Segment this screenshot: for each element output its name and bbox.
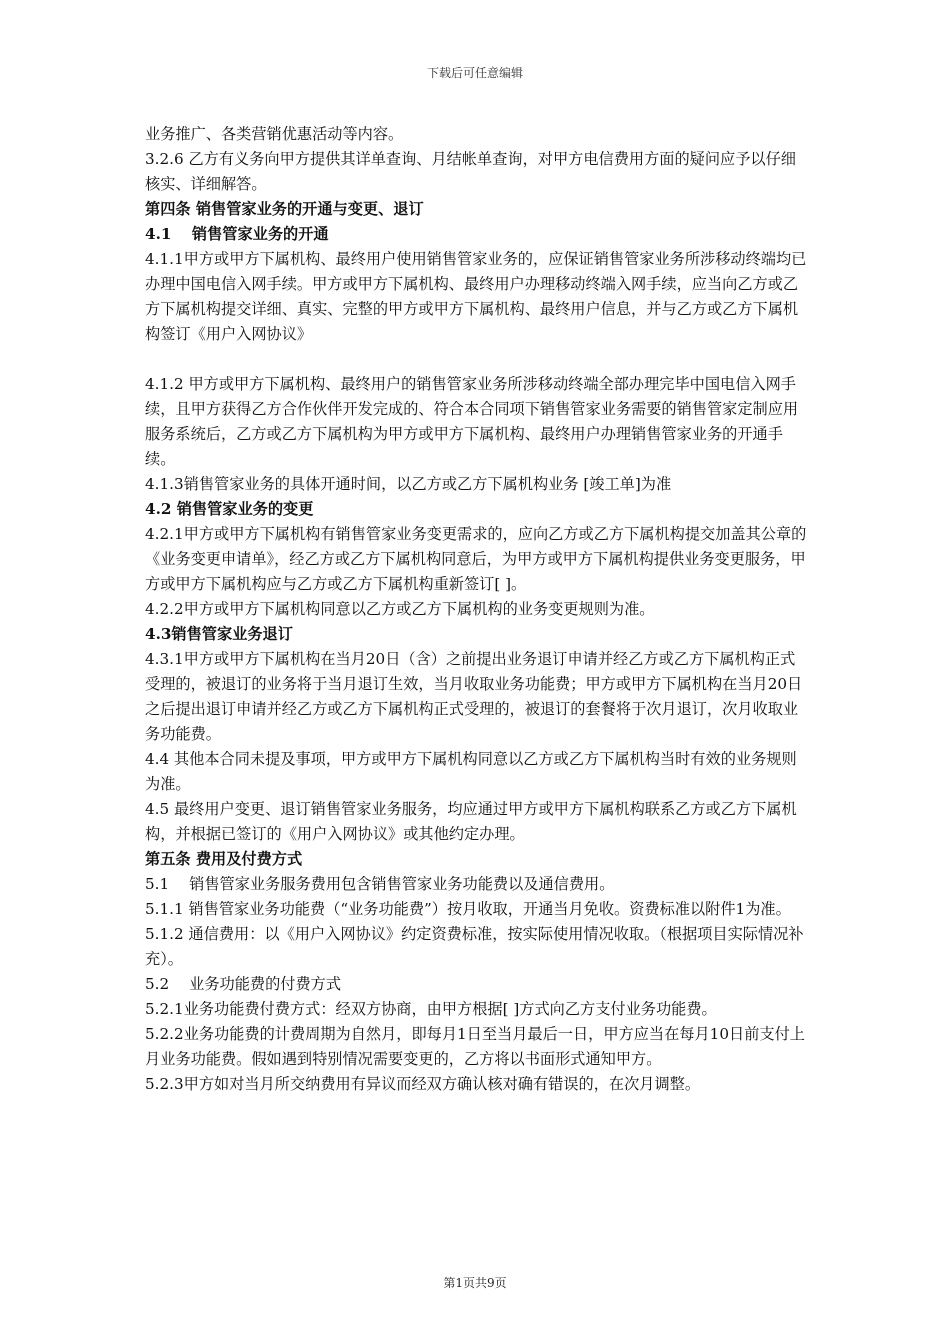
paragraph: 4.1.3销售管家业务的具体开通时间，以乙方或乙方下属机构业务 [竣工单]为准: [145, 475, 672, 493]
paragraph: 业务推广、各类营销优惠活动等内容。: [145, 125, 404, 143]
paragraph: 5.2.1业务功能费付费方式：经双方协商，由甲方根据[ ]方式向乙方支付业务功能费。: [145, 1000, 717, 1018]
paragraph: 4.2.2甲方或甲方下属机构同意以乙方或乙方下属机构的业务变更规则为准。: [145, 600, 655, 618]
page-header: 下载后可任意编辑: [426, 66, 523, 80]
paragraph: 5.1.1 销售管家业务功能费（“业务功能费”）按月收取，开通当月免收。资费标准以附件1为准。: [145, 900, 791, 918]
subsection-heading: 4.2 销售管家业务的变更: [145, 500, 314, 518]
section-heading: 第五条 费用及付费方式: [145, 850, 303, 868]
paragraph: 5.1.2 通信费用：以《用户入网协议》约定资费标准，按实际使用情况收取。（根据项目实际情况补充）。: [145, 925, 804, 968]
section-heading: 第四条 销售管家业务的开通与变更、退订: [145, 200, 424, 218]
paragraph: 4.1.1甲方或甲方下属机构、最终用户使用销售管家业务的，应保证销售管家业务所涉移动终端均已办理中国电信入网手续。甲方或甲方下属机构、最终用户办理移动终端入网手续，应当向乙方或乙方下属机构提交详细、真实、完整的甲方或甲方下属机构、最终用户信息，并与乙方或乙方下属机构签订《用户入网协议》: [145, 250, 807, 343]
paragraph: 5.2.3甲方如对当月所交纳费用有异议而经双方确认核对确有错误的，在次月调整。: [145, 1075, 701, 1093]
subsection-heading: 4.1 销售管家业务的开通: [145, 225, 329, 243]
paragraph: 5.2 业务功能费的付费方式: [145, 975, 342, 993]
paragraph: 5.1 销售管家业务服务费用包含销售管家业务功能费以及通信费用。: [145, 875, 615, 893]
paragraph: 4.3.1甲方或甲方下属机构在当月20日（含）之前提出业务退订申请并经乙方或乙方下属机构正式受理的，被退订的业务将于当月退订生效，当月收取业务功能费；甲方或甲方下属机构在当月20日之后提出退订申请并经乙方或乙方下属机构正式受理的，被退订的套餐将于次月退订，次月收取业务功能费。: [145, 650, 803, 743]
paragraph: 4.4 其他本合同未提及事项，甲方或甲方下属机构同意以乙方或乙方下属机构当时有效的业务规则为准。: [145, 750, 797, 793]
paragraph: 5.2.2业务功能费的计费周期为自然月，即每月1日至当月最后一日，甲方应当在每月10日前支付上月业务功能费。假如遇到特别情况需要变更的，乙方将以书面形式通知甲方。: [145, 1025, 805, 1068]
page-number: 第1页共9页: [443, 1276, 507, 1290]
subsection-heading: 4.3销售管家业务退订: [145, 625, 293, 643]
paragraph: 4.1.2 甲方或甲方下属机构、最终用户的销售管家业务所涉移动终端全部办理完毕中国电信入网手续，且甲方获得乙方合作伙伴开发完成的、符合本合同项下销售管家业务需要的销售管家定制应用服务系统后，乙方或乙方下属机构为甲方或甲方下属机构、最终用户办理销售管家业务的开通手续。: [145, 375, 799, 468]
blank-line: [145, 347, 810, 372]
paragraph: 3.2.6 乙方有义务向甲方提供其详单查询、月结帐单查询，对甲方电信费用方面的疑问应予以仔细核实、详细解答。: [145, 150, 796, 193]
document-body: [145, 122, 810, 1097]
paragraph: 4.5 最终用户变更、退订销售管家业务服务，均应通过甲方或甲方下属机构联系乙方或乙方下属机构，并根据已签订的《用户入网协议》或其他约定办理。: [145, 800, 797, 843]
paragraph: 4.2.1甲方或甲方下属机构有销售管家业务变更需求的，应向乙方或乙方下属机构提交加盖其公章的《业务变更申请单》，经乙方或乙方下属机构同意后，为甲方或甲方下属机构提供业务变更服务，甲方或甲方下属机构应与乙方或乙方下属机构重新签订[ ]。: [145, 525, 807, 593]
